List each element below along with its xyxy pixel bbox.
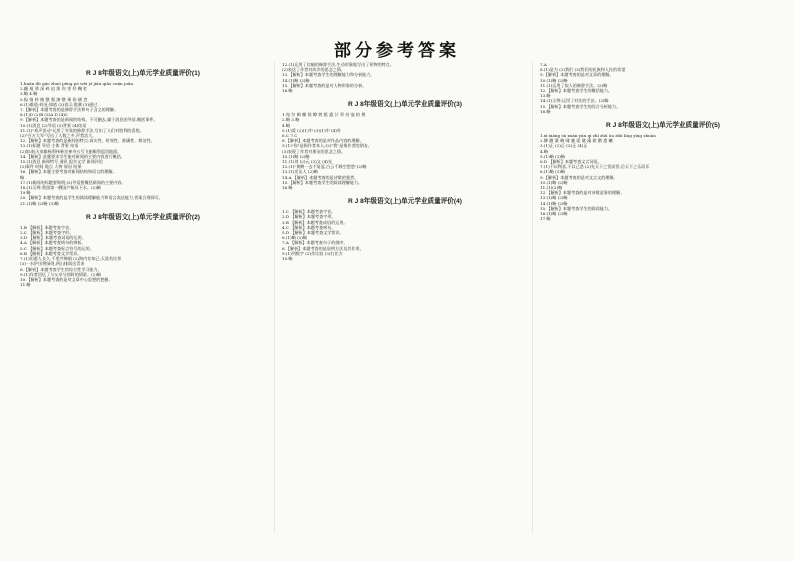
answer-line: 14.(1)略 (2)略 <box>540 200 568 206</box>
answer-column-1 <box>20 62 266 542</box>
answer-line: 2.翻 遁 诱 深 碎 迫 淮 伤 害 抖 鞠 杠 <box>20 86 88 92</box>
answer-line: 1.C 【解析】本题考查字音。 <box>282 209 336 215</box>
answer-line: 4.略 <box>282 122 290 128</box>
answer-line: 11.(1)运用了拟人的修辞手法。(2)略 <box>540 82 608 88</box>
answer-line: 5.(1)略 (2)略 <box>540 153 565 159</box>
answer-line: 16.【解析】本题主要考查对新闻结构和语言的理解。 <box>20 169 117 175</box>
answer-line: 16.(1)略 (2)略 <box>540 211 568 217</box>
answer-line: 14.A 【解析】本题考查的是诗歌的鉴赏。 <box>282 174 359 180</box>
answer-line: 6.D 【解析】本题考查文言词语。 <box>540 159 602 165</box>
answer-line: 15.(1)消息 新闻特写 通讯 报告文学 新闻评论 <box>20 159 104 165</box>
answer-line: 7.A <box>540 62 547 67</box>
answer-line: (2)"百万大军"写出了人数之多,声势浩大。 <box>20 133 97 139</box>
answer-line: 13.【解析】本题考查学生的理解能力和分析能力。 <box>282 72 375 78</box>
section-heading: R J 8年级语文(上)单元学业质量评价(2) <box>86 213 200 221</box>
answer-column-2 <box>282 62 528 542</box>
answer-line: 9.(1)列数字 (2)作比较 (3)打比方 <box>282 250 343 256</box>
answer-line: 7.(1)但愿人长久,千里共婵娟 (2)海内存知己,天涯若比邻 <box>20 256 122 262</box>
answer-line: 10.(1)略 (2)略 <box>540 179 568 185</box>
answer-line: 13.(1)标题 导语 主体 背景 结语 <box>20 143 79 149</box>
answer-line: 10.(1)略 (2)略 <box>282 153 310 159</box>
answer-line: 14.(1)示例:运用了对比的手法。(2)略 <box>540 98 609 104</box>
answer-line: (2)如:航天英雄杨利伟乘坐神舟五号飞船顺利返回地面。 <box>20 148 122 154</box>
answer-line: 11.(1)"欢声雷动"运用了夸张的修辞手法,写出了人们对胜利的喜悦。 <box>20 127 144 133</box>
answer-line: 3.D 【解析】本题考查词语的运用。 <box>20 235 86 241</box>
answer-line: (2)表达了作者对故乡的思念之情。 <box>282 67 346 73</box>
answer-line: 12.(1)运用了比喻的修辞手法,生动形象地写出了景物的特点。 <box>282 62 394 67</box>
answer-line: 12.【解析】本题考查的是新闻的特点:真实性、时效性、准确性、简洁性。 <box>20 138 155 144</box>
answer-line: 4.略 <box>540 148 548 154</box>
answer-line: 8.【解析】本题考查的是说明方法及其作用。 <box>282 245 364 251</box>
answer-line: 2.D 【解析】本题考查字形。 <box>282 214 336 220</box>
answer-line: 12.(1)"黄鹤一去不复返,白云千载空悠悠"(2)略 <box>282 164 367 170</box>
answer-line: 略 <box>20 174 25 180</box>
answer-line: 4.A 【解析】本题考查病句的辨析。 <box>20 240 86 246</box>
answer-line: 9.(1)"你"是指作者本人;(2)"我"是指作者的朋友。 <box>282 143 372 149</box>
answer-line: 1.B 【解析】本题考查字音。 <box>20 224 74 230</box>
answer-line: 6.B 【解析】本题考查文学常识。 <box>20 250 82 256</box>
answer-line: 20.【解析】本题考查的是学生的阅读理解能力和语言表达能力,答案合理即可。 <box>20 195 163 201</box>
section-heading: R J 8年级语文(上)单元学业质量评价(3) <box>348 101 462 109</box>
column-divider <box>274 62 275 532</box>
answer-line: 17.略 <box>540 216 551 222</box>
answer-line: 6.(1)略 (2)略 <box>282 235 307 241</box>
answer-line: 7.【解析】本题考查的是修辞手法和句子含义的理解。 <box>20 107 119 113</box>
answer-line: 10.(1)略 (2)略 <box>540 77 568 83</box>
answer-line: 3.略 4.略 <box>20 91 38 97</box>
answer-line: 2.柳 颤 簧 晦 啸 澈 崖 黛 藻 歇 鹅 遗 曦 <box>540 138 613 144</box>
answer-line: 9.【解析】本题考查的是新闻的结构。不可删去,属于消息的导语,概括事件。 <box>20 117 158 123</box>
answer-line: (3)表现了作者对朋友的思念之情。 <box>282 148 346 154</box>
answer-line: 5.D 【解析】本题考查文学常识。 <box>282 230 344 236</box>
section-heading: R J 8年级语文(上)单元学业质量评价(4) <box>348 198 462 206</box>
answer-line: 15.【解析】本题考查学生的阅读能力。 <box>540 205 613 211</box>
answer-line: 19.略 <box>20 190 31 196</box>
column-divider <box>532 62 533 532</box>
answer-line: 13.略 <box>540 93 551 99</box>
answer-line: 10.【解析】本题考查的是对文章中心思想的把握。 <box>20 276 113 282</box>
answer-line: 8.【解析】本题考查的是对作品内容的理解。 <box>282 138 364 144</box>
answer-line: 16.略 <box>540 108 551 114</box>
answer-line: 15.【解析】本题考查学生的综合分析能力。 <box>540 103 621 109</box>
answer-line: 13.(1)送友人 (2)略 <box>282 169 318 175</box>
answer-line: 6.C 7.C <box>282 133 298 139</box>
answer-line: 12.【解析】本题考查学生的概括能力。 <box>540 88 613 94</box>
answer-line: 15.【解析】本题考查学生的阅读理解能力。 <box>282 179 363 185</box>
answer-line: 16.略 <box>282 185 293 191</box>
answer-line: 1.huān dù gǎo zhuó pēng pō wēi yí jiān qiǎo cuān juān <box>20 81 133 86</box>
answer-line: 9.【解析】本题考查的是对文言文的理解。 <box>540 174 618 180</box>
answer-line: 5.振 扬 转 踏 整 强 渗 整 乘 扮 刷 怠 <box>20 96 88 102</box>
answer-line: 8.(1)略 (2)略 <box>540 169 565 175</box>
answer-line: 14.(1)略 (2)略 <box>282 77 310 83</box>
answer-line: 14.【解析】此题要求学生能对新闻的主要内容进行概括。 <box>20 153 125 159</box>
answer-line: 15.【解析】本题考查的是对人物形象的分析。 <box>282 82 367 88</box>
answer-line: 5.C 【解析】本题考查标点符号的运用。 <box>20 245 94 251</box>
answer-line: 5.(1)爱 (2)(1)中 (3)(1)中 (4)外 <box>282 127 341 133</box>
answer-line: 11.(1)刘 (2)元 (3)文 (4)光 <box>282 159 332 165</box>
answer-line: 9.(1)作者回忆了与父亲分别时的情景。(2)略 <box>20 271 102 277</box>
answer-line: 3.(1)正 (2)正 (3)正 (4)正 <box>540 143 588 149</box>
answer-line: (2)事件 时间 地点 人物 原因 结果 <box>20 164 82 170</box>
section-heading: R J 8年级语文(上)单元学业质量评价(1) <box>86 70 200 77</box>
section-heading: R J 8年级语文(上)单元学业质量评价(5) <box>606 122 720 130</box>
answer-line: 1.xì xiāng sù xuān yān qì zhī zhǔ ōu zhǔ líng yīng zhuàn <box>540 133 656 139</box>
answer-line: 6.(1)难道;何况;知道 (2)表示;推测 (3)通过 <box>20 101 98 107</box>
answer-line: 2.C 【解析】本题考查字形。 <box>20 230 74 236</box>
answer-line: 1.宛 尔 畸 栅 裁 瞭 酋 甄 遣 汁 翠 叁 宴 拾 搀 <box>282 112 366 118</box>
answer-line: 12.【解析】本题考查的是对诗歌意象的理解。 <box>540 190 625 196</box>
answer-line: 10.(1)消息 (2)导语 (3)背景 (4)结语 <box>20 122 87 128</box>
answer-line: 11.(1)(2)略 <box>540 185 563 191</box>
answer-line: 11.略 <box>20 282 31 288</box>
answer-line: 8.(1)D (2)B (3)A D (4)C <box>20 112 68 118</box>
answer-line: 3.B 【解析】本题考查成语的运用。 <box>282 219 348 225</box>
answer-line: 17.(1)新闻的标题要简明;(2)导语要概括新闻的主要内容。 <box>20 179 126 185</box>
answer-line: 7.(1)不以物喜,不以己悲 (2)先天下之忧而忧,后天下之乐而乐 <box>540 164 650 170</box>
answer-line: 4.C 【解析】本题考查病句。 <box>282 224 336 230</box>
answer-line: 18.(1)示例:我国第一艘国产航母下水。(2)略 <box>20 185 101 191</box>
answer-line: 21.(1)略 (2)略 (3)略 <box>20 200 59 206</box>
answer-line: (3)一水护田将绿绕,两山排闼送青来 <box>20 261 85 267</box>
answer-line: 16.略 <box>282 88 293 94</box>
page-title: 部分参考答案 <box>334 41 460 61</box>
answer-line: 8.【解析】本题考查学生的综合性学习能力。 <box>20 266 102 272</box>
answer-line: 13.(1)略 (2)略 <box>540 195 568 201</box>
answer-line: 9.【解析】本题考查的是对文章的理解。 <box>540 72 614 78</box>
answer-line: 2.略 3.略 <box>282 117 300 123</box>
answer-line: 7.A 【解析】本题考查句子的排序。 <box>282 240 348 246</box>
answer-line: 8.(1)是为 (2)我们 (3)我们的民族和人民的希望 <box>540 67 626 73</box>
answer-line: 10.略 <box>282 256 293 262</box>
answer-column-3 <box>540 62 786 542</box>
